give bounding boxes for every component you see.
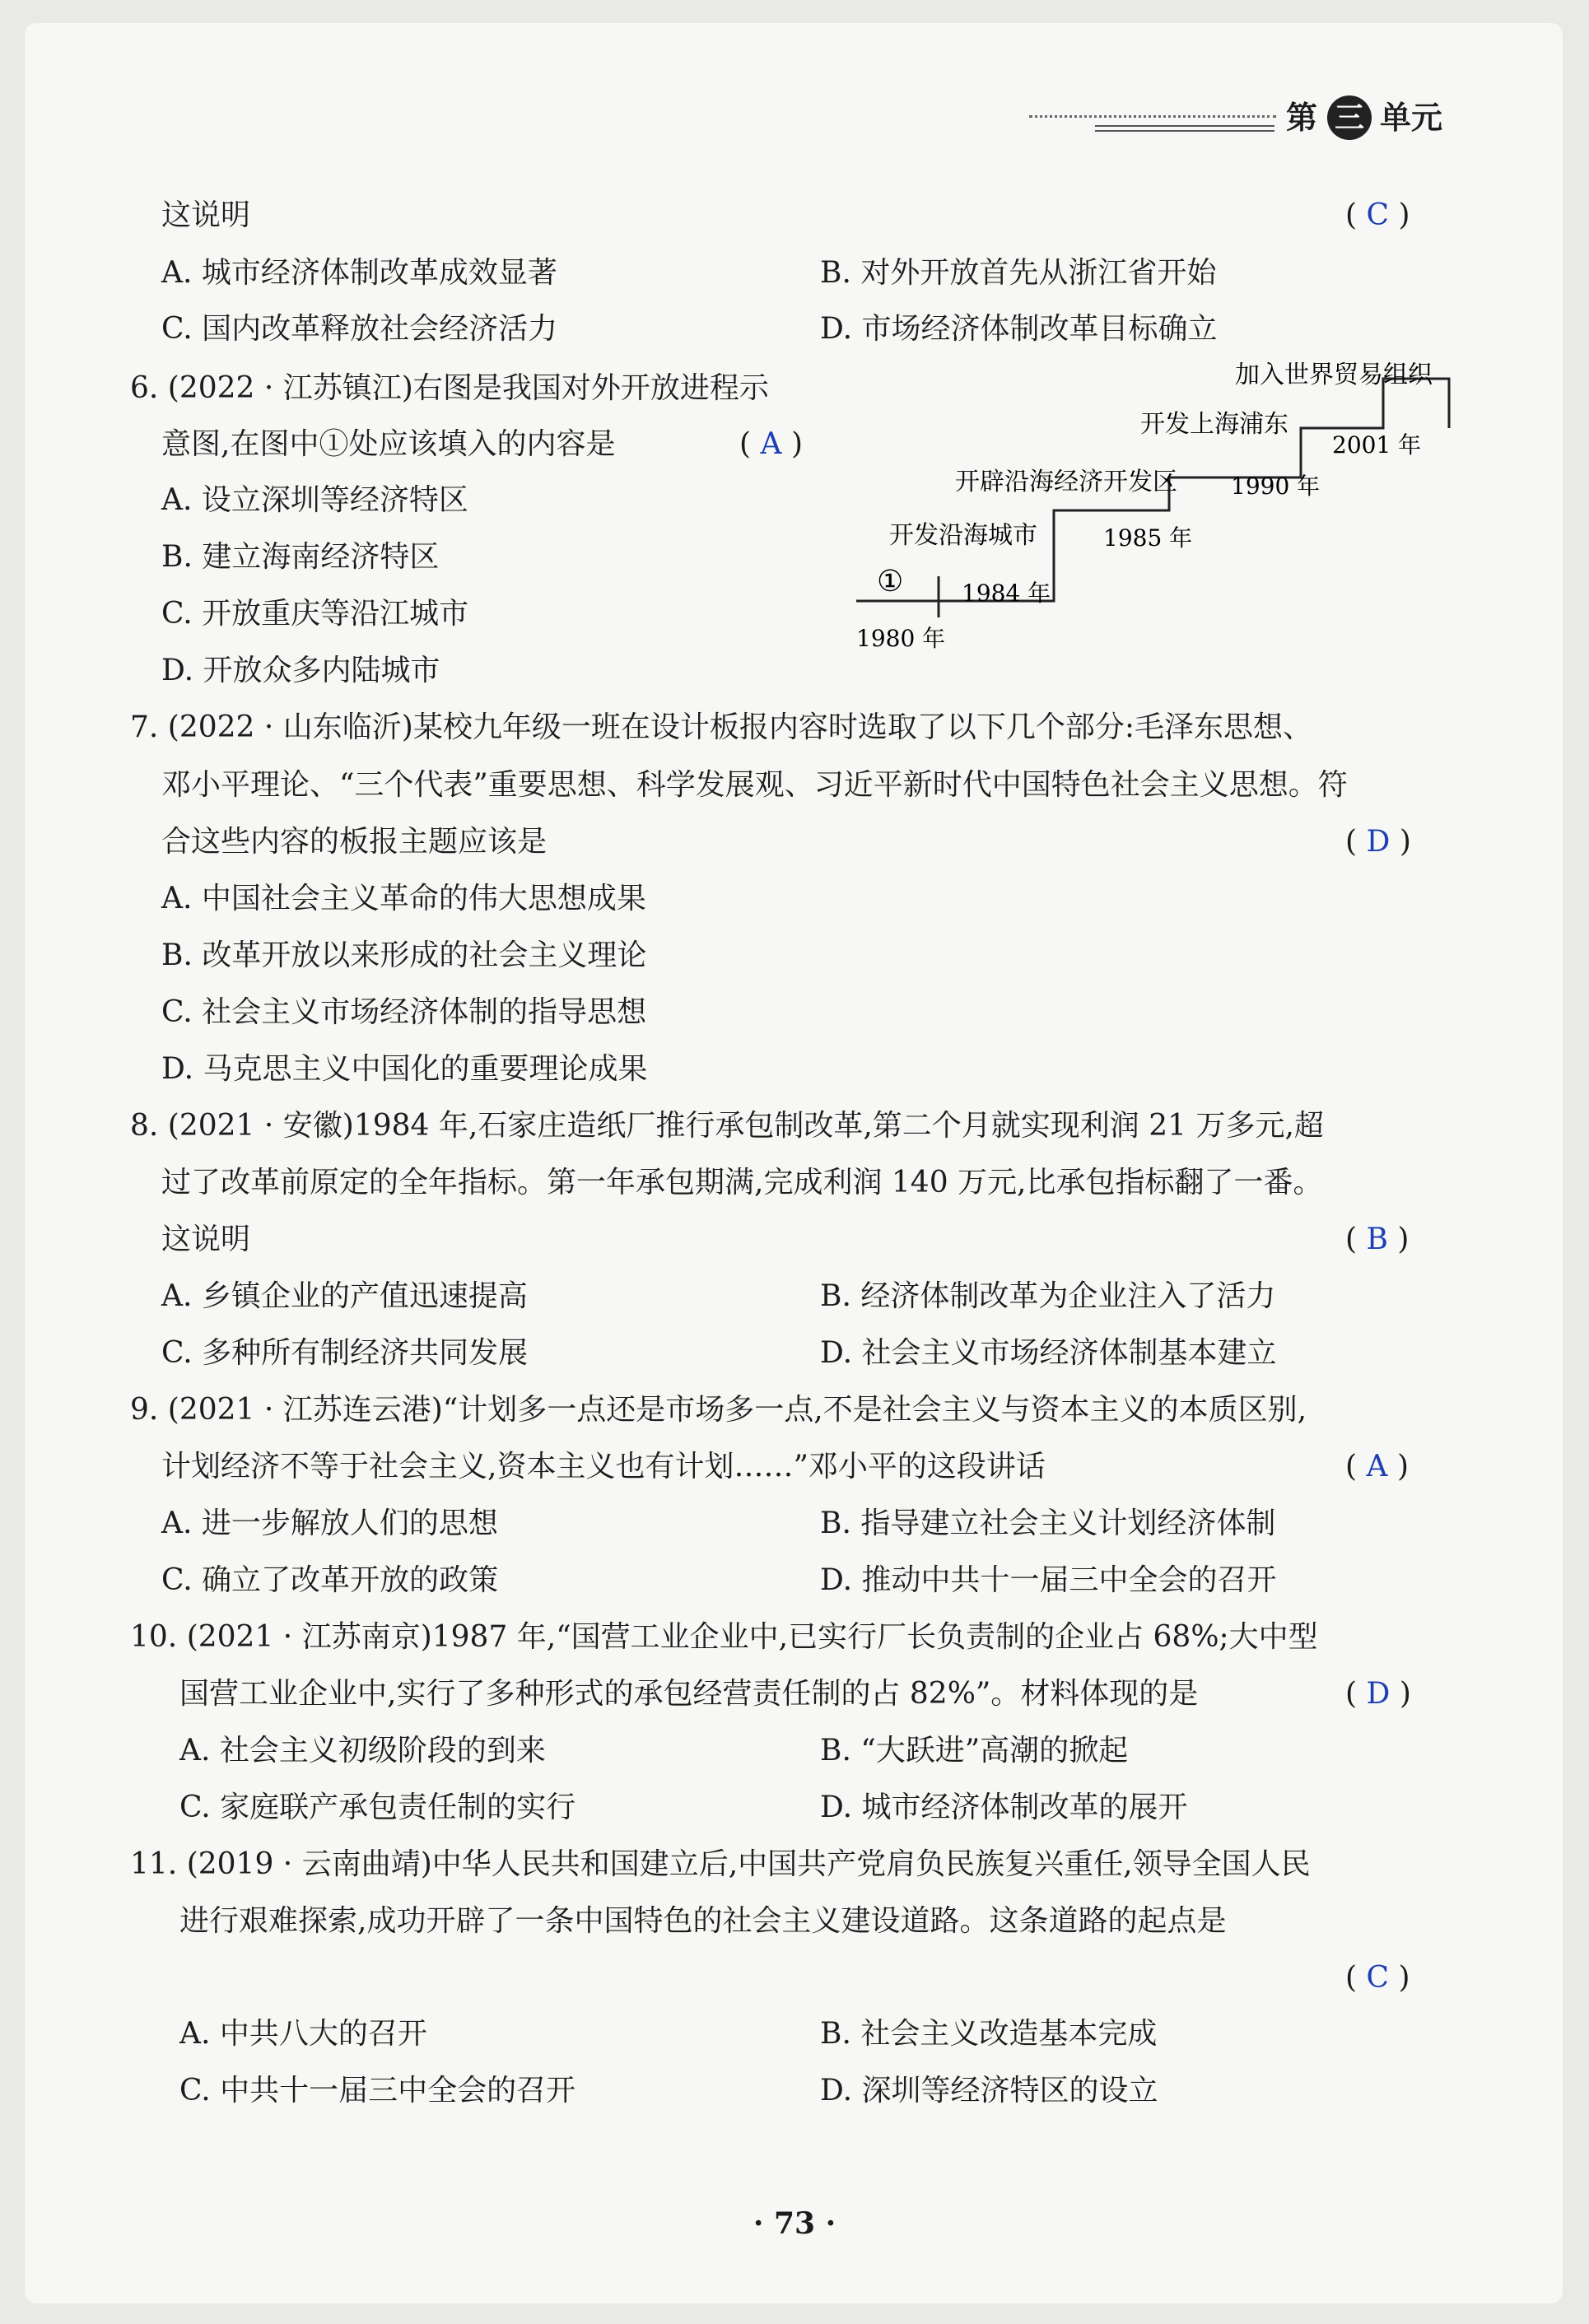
question-stem: 计划经济不等于社会主义,资本主义也有计划……”邓小平的这段讲话: [161, 1450, 1046, 1483]
option-c: C. 国内改革释放社会经济活力: [161, 312, 558, 346]
answer-letter: A: [760, 427, 782, 461]
step-year: 1985 年: [1103, 524, 1193, 552]
header-rule: [1095, 125, 1274, 127]
option-c: C. 社会主义市场经济体制的指导思想: [161, 995, 647, 1029]
option-d: D. 城市经济体制改革的展开: [820, 1791, 1188, 1824]
question-stem: 11. (2019 · 云南曲靖)中华人民共和国建立后,中国共产党肩负民族复兴重任,领导全国人民: [130, 1847, 1311, 1881]
option-d: D. 马克思主义中国化的重要理论成果: [161, 1052, 648, 1086]
header-rule: [1095, 130, 1274, 132]
step-label: 开发上海浦东: [1140, 410, 1288, 439]
step-label: ①: [877, 565, 904, 598]
answer-letter: A: [1366, 1450, 1388, 1483]
question-stem: 过了改革前原定的全年指标。第一年承包期满,完成利润 140 万元,比承包指标翻了一番。: [161, 1166, 1323, 1199]
option-b: B. 社会主义改造基本完成: [820, 2017, 1158, 2051]
step-year: 1980 年: [856, 625, 946, 652]
question-stem: 邓小平理论、“三个代表”重要思想、科学发展观、习近平新时代中国特色社会主义思想。符: [161, 768, 1348, 802]
question-stem: 8. (2021 · 安徽)1984 年,石家庄造纸厂推行承包制改革,第二个月就实现利润 21 万多元,超: [130, 1109, 1324, 1143]
question-stem: 这说明: [161, 1223, 251, 1256]
question-stem: 意图,在图中①处应该填入的内容是: [161, 427, 616, 461]
step-label: 开辟沿海经济开发区: [955, 468, 1177, 496]
unit-prefix: 第: [1286, 99, 1318, 136]
answer-letter: C: [1366, 198, 1390, 232]
option-a: A. 乡镇企业的产值迅速提高: [161, 1279, 528, 1313]
option-a: A. 城市经济体制改革成效显著: [161, 256, 557, 290]
step-1: [856, 565, 945, 652]
question-stem: 进行艰难探索,成功开辟了一条中国特色的社会主义建设道路。这条道路的起点是: [179, 1904, 1227, 1938]
option-d: D. 推动中共十一届三中全会的召开: [820, 1563, 1277, 1597]
option-c: C. 开放重庆等沿江城市: [161, 597, 469, 631]
answer-bracket: ( D ): [1345, 1677, 1411, 1711]
option-a: A. 中共八大的召开: [179, 2017, 427, 2051]
step-year: 1984 年: [962, 580, 1051, 607]
answer-bracket: ( A ): [1345, 1450, 1409, 1483]
answer-letter: D: [1366, 825, 1391, 859]
option-c: C. 中共十一届三中全会的召开: [179, 2074, 576, 2107]
step-year: 1990 年: [1231, 473, 1321, 500]
header-dotted-rule: [1029, 115, 1276, 118]
answer-bracket: ( D ): [1345, 825, 1411, 859]
unit-number-badge: 三: [1327, 95, 1372, 140]
question-stem: 这说明: [161, 198, 251, 232]
option-b: B. 经济体制改革为企业注入了活力: [820, 1279, 1276, 1313]
question-stem: 6. (2022 · 江苏镇江)右图是我国对外开放进程示: [130, 371, 769, 405]
option-d: D. 开放众多内陆城市: [161, 654, 440, 687]
question-stem: 7. (2022 · 山东临沂)某校九年级一班在设计板报内容时选取了以下几个部分:毛泽东思想、: [130, 710, 1312, 744]
option-b: B. 对外开放首先从浙江省开始: [820, 256, 1217, 290]
answer-bracket: ( C ): [1345, 198, 1410, 232]
question-stem: 国营工业企业中,实行了多种形式的承包经营责任制的占 82%”。材料体现的是: [179, 1677, 1199, 1711]
option-d: D. 深圳等经济特区的设立: [820, 2074, 1158, 2107]
option-a: A. 社会主义初级阶段的到来: [179, 1734, 546, 1767]
option-d: D. 社会主义市场经济体制基本建立: [820, 1336, 1277, 1370]
option-a: A. 进一步解放人们的思想: [161, 1507, 498, 1540]
option-c: C. 家庭联产承包责任制的实行: [179, 1791, 576, 1824]
option-d: D. 市场经济体制改革目标确立: [820, 312, 1218, 346]
answer-letter: D: [1366, 1677, 1391, 1711]
option-a: A. 设立深圳等经济特区: [161, 483, 468, 517]
question-stem: 9. (2021 · 江苏连云港)“计划多一点还是市场多一点,不是社会主义与资本主义的本质区别,: [130, 1393, 1307, 1427]
answer-bracket: ( B ): [1345, 1223, 1410, 1256]
step-2: [889, 521, 1051, 607]
option-a: A. 中国社会主义革命的伟大思想成果: [161, 882, 646, 915]
answer-bracket: ( C ): [1345, 1961, 1410, 1995]
opening-up-staircase-diagram: [856, 362, 1466, 667]
step-label: 开发沿海城市: [889, 521, 1037, 550]
answer-bracket: ( A ): [739, 427, 803, 461]
answer-letter: B: [1366, 1223, 1388, 1256]
step-year: 2001 年: [1332, 431, 1422, 459]
page-number: · 73 ·: [753, 2206, 836, 2241]
question-stem: 合这些内容的板报主题应该是: [161, 825, 548, 859]
option-b: B. 指导建立社会主义计划经济体制: [820, 1507, 1276, 1540]
unit-suffix: 单元: [1380, 99, 1443, 136]
question-stem: 10. (2021 · 江苏南京)1987 年,“国营工业企业中,已实行厂长负责制的企业占 68%;大中型: [130, 1620, 1318, 1654]
option-b: B. “大跃进”高潮的掀起: [820, 1734, 1129, 1767]
option-b: B. 改革开放以来形成的社会主义理论: [161, 938, 647, 972]
option-c: C. 确立了改革开放的政策: [161, 1563, 499, 1597]
option-c: C. 多种所有制经济共同发展: [161, 1336, 529, 1370]
answer-letter: C: [1366, 1961, 1390, 1995]
option-b: B. 建立海南经济特区: [161, 540, 440, 574]
step-label: 加入世界贸易组织: [1235, 362, 1433, 389]
